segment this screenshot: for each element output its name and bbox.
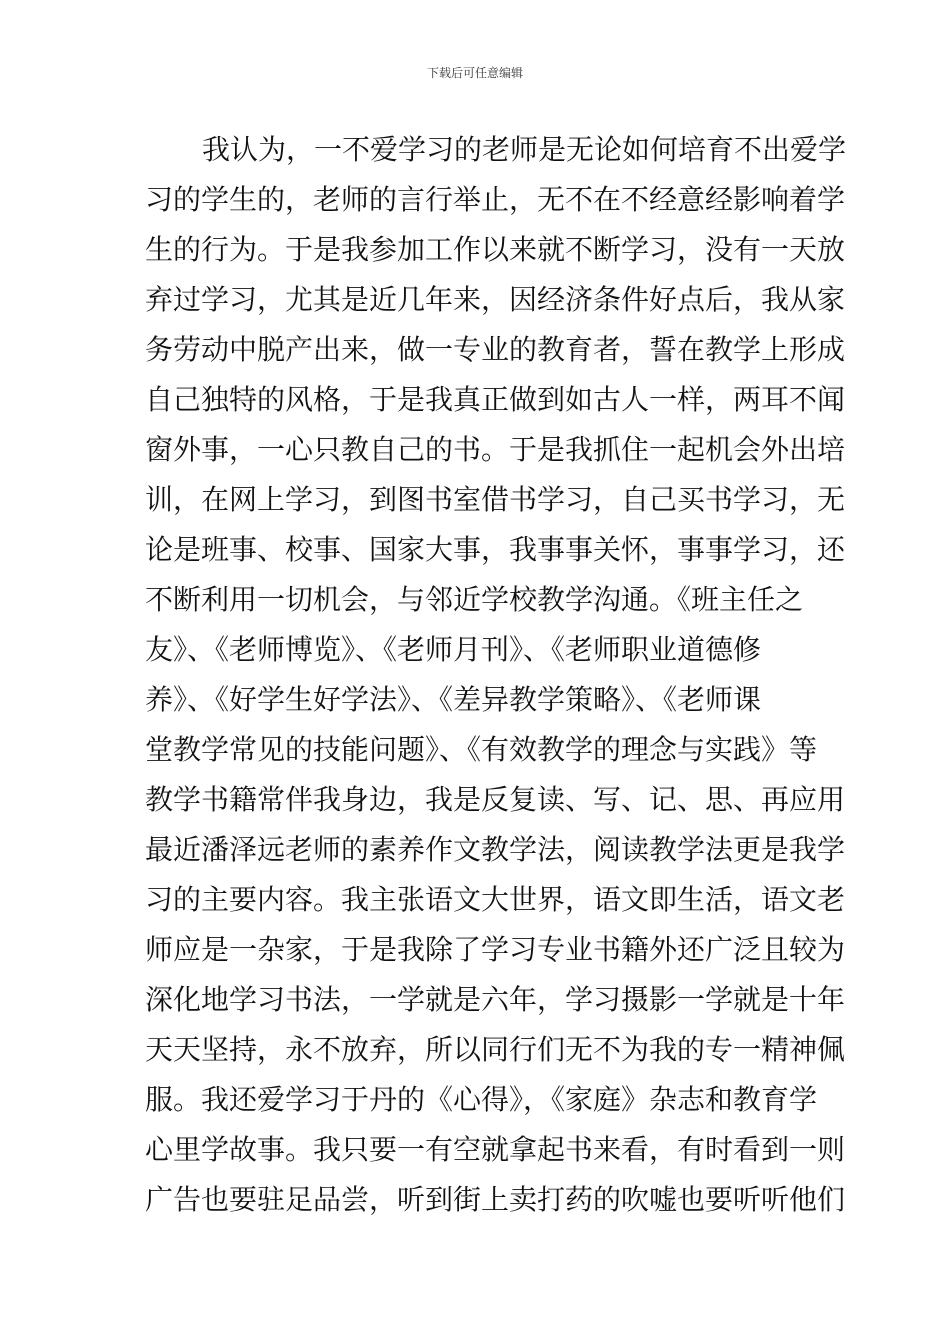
paragraph-line: 窗外事，一心只教自己的书。于是我抓住一起机会外出培 [145, 433, 846, 466]
paragraph-line: 师应是一杂家，于是我除了学习专业书籍外还广泛且较为 [145, 933, 846, 966]
paragraph-line: 教学书籍常伴我身边，我是反复读、写、记、思、再应用 [145, 783, 846, 816]
paragraph-line: 最近潘泽远老师的素养作文教学法，阅读教学法更是我学 [145, 833, 846, 866]
paragraph-line: 深化地学习书法，一学就是六年，学习摄影一学就是十年 [145, 983, 846, 1016]
document-body [145, 125, 847, 1225]
paragraph-line: 堂教学常见的技能问题》、《有效教学的理念与实践》等 [145, 733, 818, 766]
paragraph-line: 务劳动中脱产出来，做一专业的教育者，誓在教学上形成 [145, 333, 846, 366]
page-header: 下载后可任意编辑 [426, 66, 523, 80]
paragraph-line: 友》、《老师博览》、《老师月刊》、《老师职业道德修 [145, 633, 762, 666]
paragraph-line: 习的主要内容。我主张语文大世界，语文即生活，语文老 [145, 883, 846, 916]
paragraph-line: 论是班事、校事、国家大事，我事事关怀，事事学习，还 [145, 533, 846, 566]
paragraph-line: 养》、《好学生好学法》、《差异教学策略》、《老师课 [145, 683, 762, 716]
paragraph-line: 不断利用一切机会，与邻近学校教学沟通。《班主任之 [145, 583, 804, 616]
paragraph-line: 习的学生的，老师的言行举止，无不在不经意经影响着学 [145, 183, 846, 216]
paragraph-line: 服。我还爱学习于丹的《心得》，《家庭》杂志和教育学 [145, 1083, 818, 1116]
paragraph-line: 弃过学习，尤其是近几年来，因经济条件好点后，我从家 [145, 283, 846, 316]
paragraph-line: 我认为，一不爱学习的老师是无论如何培育不出爱学 [202, 133, 847, 166]
paragraph-line: 天天坚持，永不放弃，所以同行们无不为我的专一精神佩 [145, 1033, 846, 1066]
paragraph-line: 广告也要驻足品尝，听到街上卖打药的吹嘘也要听听他们 [145, 1183, 846, 1216]
paragraph-line: 自己独特的风格，于是我真正做到如古人一样，两耳不闻 [145, 383, 846, 416]
paragraph-line: 生的行为。于是我参加工作以来就不断学习，没有一天放 [145, 233, 846, 266]
paragraph-line: 心里学故事。我只要一有空就拿起书来看，有时看到一则 [145, 1133, 846, 1166]
paragraph-line: 训，在网上学习，到图书室借书学习，自己买书学习，无 [145, 483, 846, 516]
